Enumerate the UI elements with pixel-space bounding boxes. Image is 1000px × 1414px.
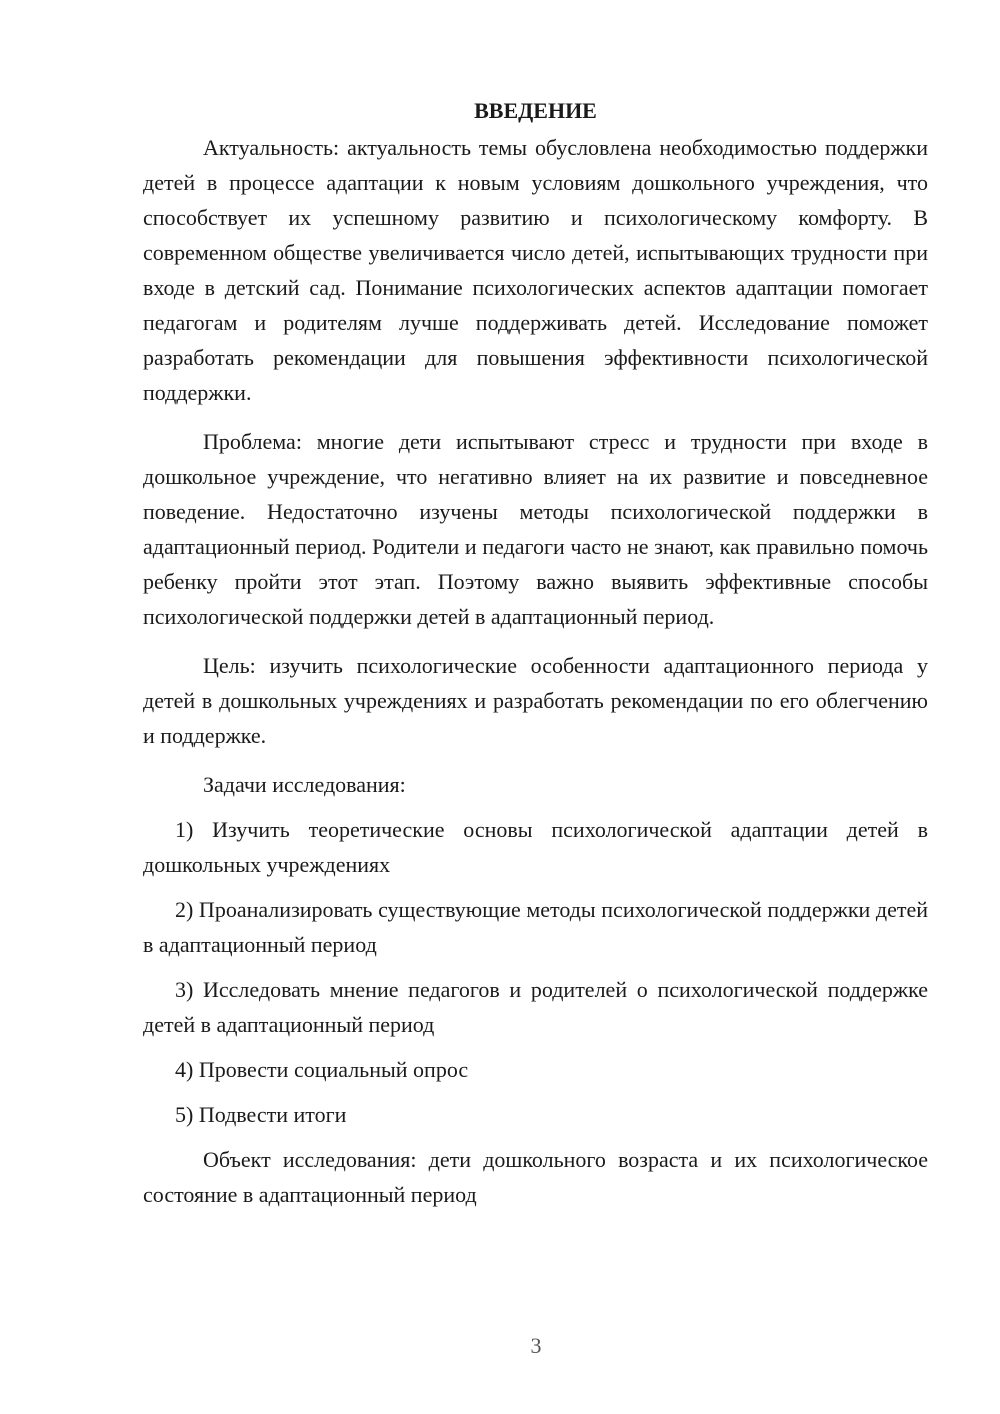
problem-paragraph: Проблема: многие дети испытывают стресс и трудности при входе в дошкольное учреждение, что негативно влияет на их развитие и повседневное поведение. Недостаточно изучены методы психологической поддержки в адаптационный период. Родители и педагоги часто не знают, как правильно помочь ребенку пройти этот этап. Поэтому важно выявить эффективные способы психологической поддержки детей в адаптационный период. [143, 429, 928, 629]
task-item: 4) Провести социальный опрос [175, 1057, 469, 1082]
object-paragraph: Объект исследования: дети дошкольного возраста и их психологическое состояние в адаптационный период [143, 1147, 928, 1207]
task-item: 3) Исследовать мнение педагогов и родителей о психологической поддержке детей в адаптационный период [143, 977, 928, 1037]
goal-paragraph: Цель: изучить психологические особенности адаптационного периода у детей в дошкольных учреждениях и разработать рекомендации по его облегчению и поддержке. [143, 653, 928, 748]
document-page [143, 94, 928, 1212]
tasks-list [143, 812, 928, 1132]
section-title: ВВЕДЕНИЕ [474, 98, 597, 123]
task-item: 1) Изучить теоретические основы психологической адаптации детей в дошкольных учреждениях [143, 817, 928, 877]
task-item: 2) Проанализировать существующие методы психологической поддержки детей в адаптационный период [143, 897, 928, 957]
page-number: 3 [530, 1333, 542, 1358]
relevance-paragraph: Актуальность: актуальность темы обусловлена необходимостью поддержки детей в процессе адаптации к новым условиям дошкольного учреждения, что способствует их успешному развитию и психологическому комфорту. В современном обществе увеличивается число детей, испытывающих трудности при входе в детский сад. Понимание психологических аспектов адаптации помогает педагогам и родителям лучше поддерживать детей. Исследование поможет разработать рекомендации для повышения эффективности психологической поддержки. [143, 135, 928, 405]
tasks-heading: Задачи исследования: [203, 772, 406, 797]
task-item: 5) Подвести итоги [175, 1102, 347, 1127]
